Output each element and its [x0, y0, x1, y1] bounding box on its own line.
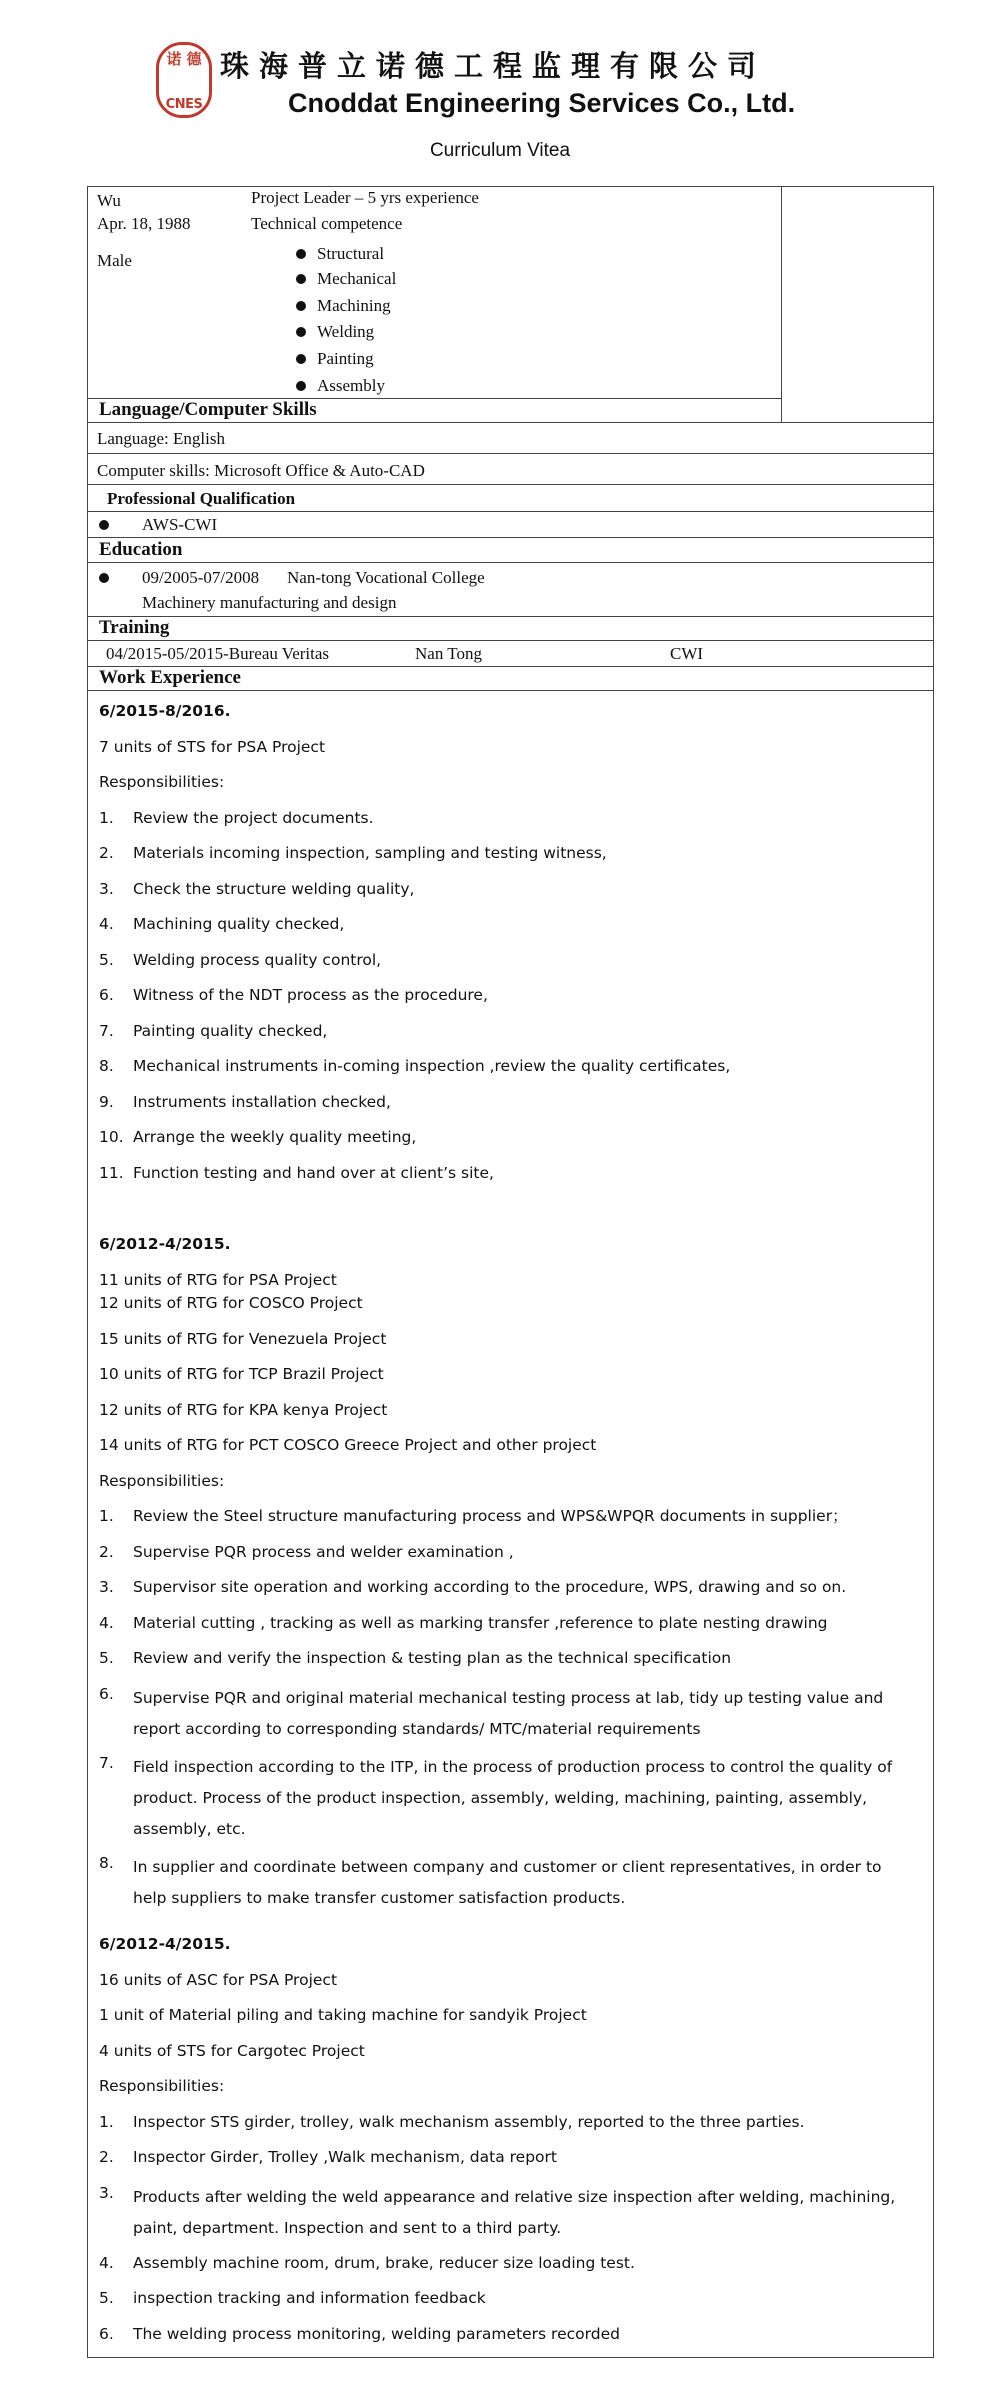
list-number: 7.	[99, 1022, 114, 1040]
list-number: 6.	[99, 1685, 114, 1703]
list-item: Assembly machine room, drum, brake, reducer size loading test.	[133, 2254, 635, 2272]
training-cert: CWI	[670, 644, 704, 663]
responsibilities-label: Responsibilities:	[99, 1472, 225, 1490]
list-item: Check the structure welding quality,	[133, 880, 415, 898]
work-project: 15 units of RTG for Venezuela Project	[99, 1330, 387, 1348]
list-item: Supervise PQR and original material mechanical testing process at lab, tidy up testing value and report according to corresponding standards/ MTC/material requirements	[133, 1689, 884, 1738]
work-period: 6/2012-4/2015.	[99, 1935, 231, 1953]
section-heading-qualification: Professional Qualification	[107, 489, 296, 508]
list-item: Products after welding the weld appearance and relative size inspection after welding, machining, paint, department. Inspection and sent to a third party.	[133, 2188, 896, 2237]
list-item: Painting quality checked,	[133, 1022, 328, 1040]
work-project: 12 units of RTG for KPA kenya Project	[99, 1401, 388, 1419]
competence-item: Welding	[317, 322, 375, 341]
divider-language	[87, 453, 934, 454]
competence-item: Painting	[317, 349, 374, 368]
list-number: 3.	[99, 1578, 114, 1596]
list-number: 4.	[99, 1614, 114, 1632]
work-project: 10 units of RTG for TCP Brazil Project	[99, 1365, 384, 1383]
list-number: 4.	[99, 915, 114, 933]
list-item: Review the Steel structure manufacturing process and WPS&WPQR documents in supplier；	[133, 1507, 848, 1525]
company-name-chinese: 珠海普立诺德工程监理有限公司	[220, 49, 767, 83]
work-project: 1 unit of Material piling and taking machine for sandyik Project	[99, 2006, 587, 2024]
company-seal	[156, 42, 212, 118]
list-number: 8.	[99, 1057, 114, 1075]
seal-letters: CNES	[165, 97, 203, 112]
list-item: The welding process monitoring, welding parameters recorded	[133, 2325, 620, 2343]
list-number: 5.	[99, 951, 114, 969]
bullet-dot	[296, 274, 306, 284]
section-heading-work: Work Experience	[99, 667, 241, 688]
section-heading-training: Training	[99, 617, 170, 638]
seal-char-1: 诺	[166, 50, 182, 68]
page-header	[0, 0, 1000, 180]
list-item: Review the project documents.	[133, 809, 374, 827]
qualification-item: AWS-CWI	[142, 515, 218, 534]
bullet-dot	[296, 354, 306, 364]
education-period: 09/2005-07/2008	[142, 568, 260, 587]
list-item: Inspector STS girder, trolley, walk mechanism assembly, reported to the three parties.	[133, 2113, 805, 2131]
language-skill: Language: English	[97, 429, 225, 448]
work-project: 14 units of RTG for PCT COSCO Greece Project and other project	[99, 1436, 597, 1454]
person-gender: Male	[97, 251, 132, 270]
bullet-dot	[296, 249, 306, 259]
competence-title: Technical competence	[251, 214, 403, 233]
list-number: 2.	[99, 2148, 114, 2166]
list-number: 9.	[99, 1093, 114, 1111]
person-name: Wu	[97, 191, 121, 210]
list-number: 5.	[99, 1649, 114, 1667]
list-number: 2.	[99, 1543, 114, 1561]
bullet-dot	[296, 327, 306, 337]
competence-item: Assembly	[317, 376, 385, 395]
list-number: 6.	[99, 2325, 114, 2343]
list-item: Machining quality checked,	[133, 915, 345, 933]
list-number: 4.	[99, 2254, 114, 2272]
seal-char-2: 德	[186, 50, 202, 68]
education-school: Nan-tong Vocational College	[287, 568, 485, 587]
bullet-dot	[99, 573, 109, 583]
bullet-dot	[296, 301, 306, 311]
list-item: Material cutting , tracking as well as marking transfer ,reference to plate nesting drawing	[133, 1614, 828, 1632]
work-project: 4 units of STS for Cargotec Project	[99, 2042, 365, 2060]
list-item: Welding process quality control,	[133, 951, 382, 969]
work-period: 6/2012-4/2015.	[99, 1235, 231, 1253]
divider-qual	[87, 537, 934, 538]
section-heading-education: Education	[99, 539, 183, 560]
list-number: 1.	[99, 1507, 114, 1525]
bullet-dot	[99, 520, 109, 530]
bullet-dot	[296, 381, 306, 391]
list-item: Materials incoming inspection, sampling and testing witness,	[133, 844, 607, 862]
list-number: 6.	[99, 986, 114, 1004]
list-number: 3.	[99, 880, 114, 898]
section-heading-language: Language/Computer Skills	[99, 399, 317, 420]
divider-edu	[87, 616, 934, 617]
list-item: In supplier and coordinate between company and customer or client representatives, in order to help suppliers to make transfer customer satisfaction products.	[133, 1858, 882, 1907]
list-item: Supervisor site operation and working according to the procedure, WPS, drawing and so on.	[133, 1578, 847, 1596]
photo-cell-divider	[781, 186, 782, 422]
list-number: 1.	[99, 2113, 114, 2131]
work-project: 11 units of RTG for PSA Project	[99, 1271, 337, 1289]
divider-language-heading	[87, 422, 934, 423]
divider-training-heading	[87, 640, 934, 641]
education-major: Machinery manufacturing and design	[142, 593, 397, 612]
list-item: Supervise PQR process and welder examination ,	[133, 1543, 514, 1561]
list-number: 1.	[99, 809, 114, 827]
computer-skill: Computer skills: Microsoft Office & Auto-CAD	[97, 461, 425, 480]
company-name-english: Cnoddat Engineering Services Co., Ltd.	[288, 88, 796, 118]
list-number: 5.	[99, 2289, 114, 2307]
list-item: Review and verify the inspection & testing plan as the technical specification	[133, 1649, 732, 1667]
list-item: Inspector Girder, Trolley ,Walk mechanism, data report	[133, 2148, 557, 2166]
list-number: 2.	[99, 844, 114, 862]
list-number: 11.	[99, 1164, 124, 1182]
divider-edu-heading	[87, 562, 934, 563]
work-project: 12 units of RTG for COSCO Project	[99, 1294, 363, 1312]
responsibilities-label: Responsibilities:	[99, 773, 225, 791]
list-number: 7.	[99, 1754, 114, 1772]
person-role: Project Leader – 5 yrs experience	[251, 188, 479, 207]
list-item: inspection tracking and information feedback	[133, 2289, 486, 2307]
list-number: 8.	[99, 1854, 114, 1872]
divider-work-heading	[87, 690, 934, 691]
divider-qual-heading	[87, 511, 934, 512]
competence-item: Mechanical	[317, 269, 397, 288]
document-title: Curriculum Vitea	[429, 140, 571, 161]
list-item: Function testing and hand over at client’s site,	[133, 1164, 494, 1182]
competence-item: Structural	[317, 244, 385, 263]
list-number: 10.	[99, 1128, 124, 1146]
list-item: Field inspection according to the ITP, in the process of production process to control the quality of product. Process of the product inspection, assembly, welding, machining, painting, assembly, assembly, etc.	[133, 1758, 893, 1838]
work-period: 6/2015-8/2016.	[99, 702, 231, 720]
training-period: 04/2015-05/2015-Bureau Veritas	[106, 644, 330, 663]
list-item: Mechanical instruments in-coming inspection ,review the quality certificates,	[133, 1057, 731, 1075]
list-number: 3.	[99, 2184, 114, 2202]
person-dob: Apr. 18, 1988	[97, 214, 191, 233]
list-item: Witness of the NDT process as the procedure,	[133, 986, 488, 1004]
competence-item: Machining	[317, 296, 391, 315]
list-item: Arrange the weekly quality meeting,	[133, 1128, 417, 1146]
divider-computer	[87, 484, 934, 485]
work-project: 7 units of STS for PSA Project	[99, 738, 326, 756]
training-place: Nan Tong	[415, 644, 482, 663]
work-project: 16 units of ASC for PSA Project	[99, 1971, 338, 1989]
responsibilities-label: Responsibilities:	[99, 2077, 225, 2095]
list-item: Instruments installation checked,	[133, 1093, 391, 1111]
